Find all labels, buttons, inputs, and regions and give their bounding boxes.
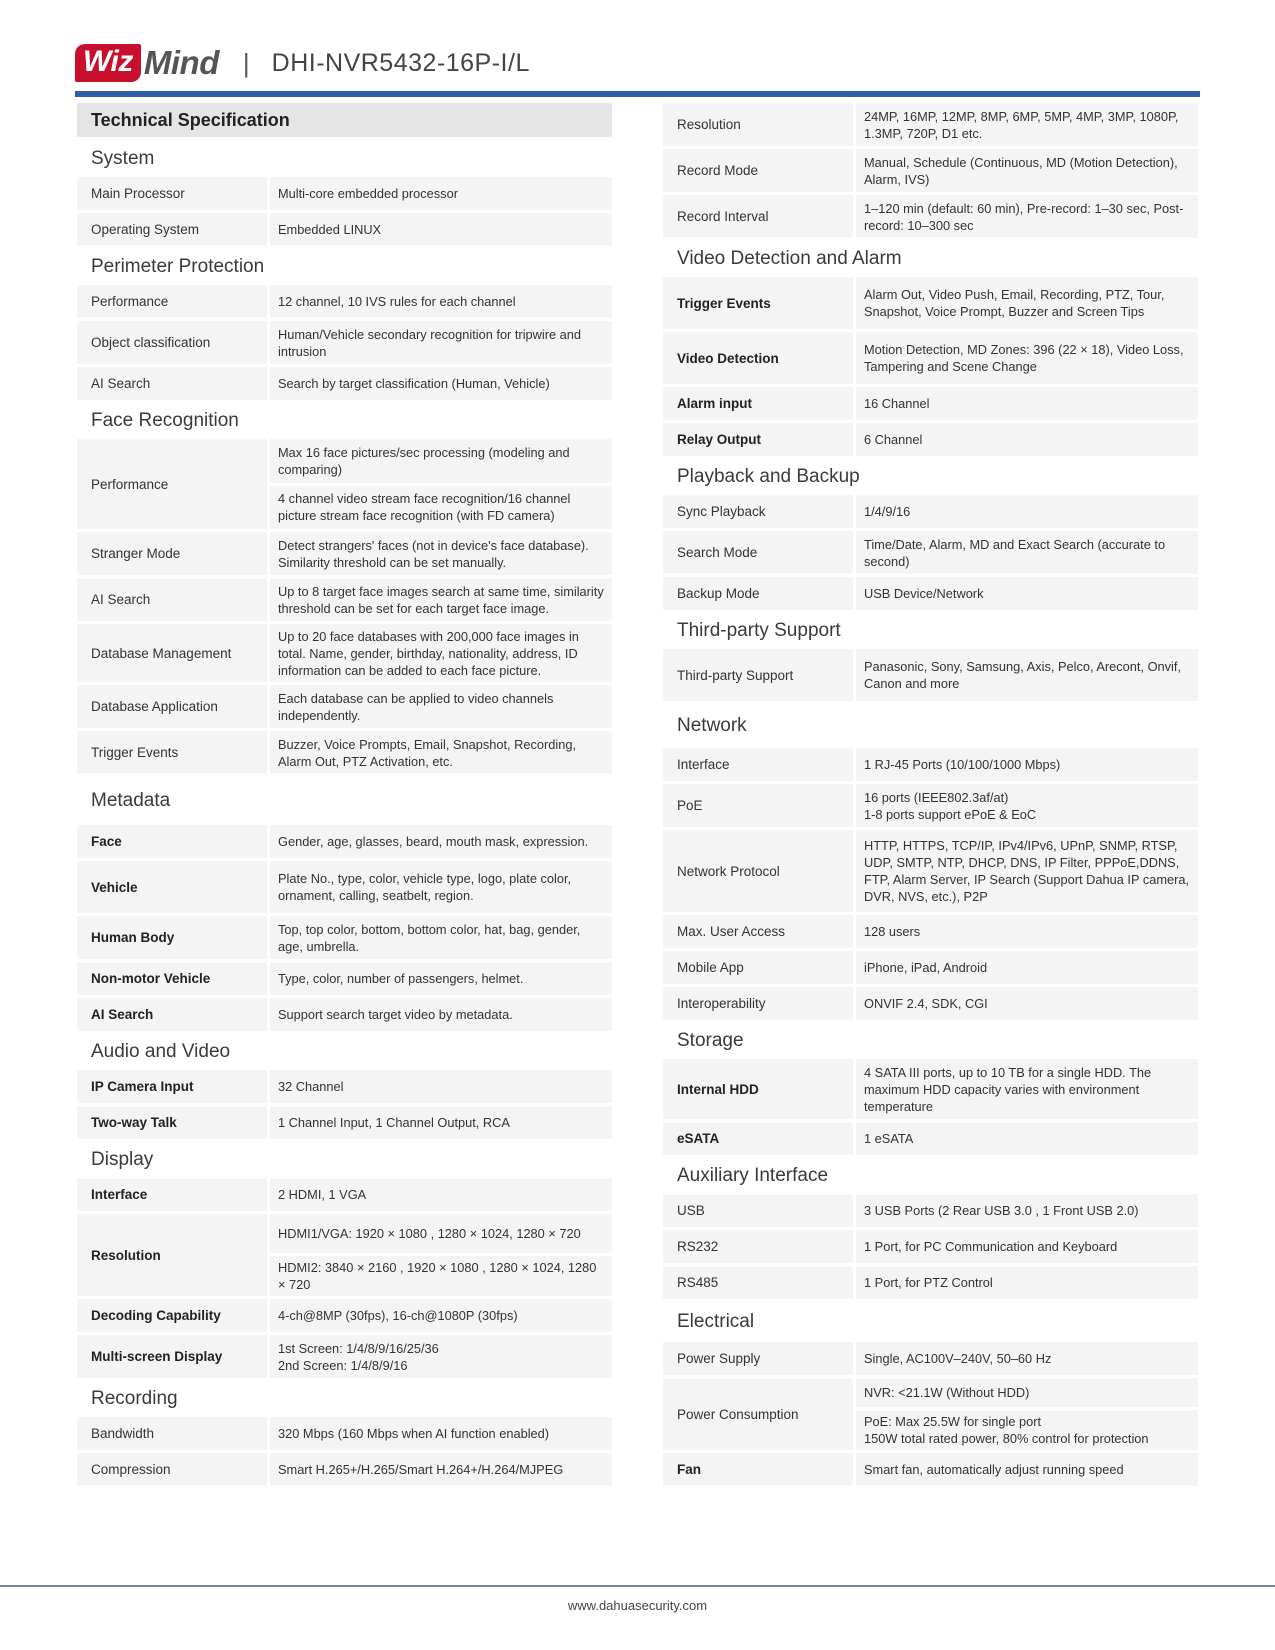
spec-row xyxy=(77,439,612,529)
spec-label: Multi-screen Display xyxy=(77,1335,267,1378)
spec-values xyxy=(856,1059,1198,1119)
section-heading: Video Detection and Alarm xyxy=(677,248,902,269)
spec-label: Performance xyxy=(77,439,267,529)
spec-values xyxy=(270,1214,612,1296)
spec-values xyxy=(856,195,1198,238)
brand-logo xyxy=(75,44,219,82)
spec-label: Human Body xyxy=(77,916,267,959)
section-heading: Face Recognition xyxy=(91,410,239,431)
spec-row xyxy=(77,285,612,318)
spec-label: Video Detection xyxy=(663,332,853,384)
spec-value: Each database can be applied to video channels independently. xyxy=(270,685,612,728)
spec-label: Power Consumption xyxy=(663,1378,853,1450)
spec-value: 4 channel video stream face recognition/16 channel picture stream face recognition (with FD camera) xyxy=(270,486,612,530)
spec-label: RS485 xyxy=(663,1266,853,1299)
spec-label: Max. User Access xyxy=(663,915,853,948)
spec-row xyxy=(663,1342,1198,1375)
spec-value: 1/4/9/16 xyxy=(856,495,1198,528)
spec-label: USB xyxy=(663,1194,853,1227)
spec-label: Compression xyxy=(77,1453,267,1486)
spec-value: Panasonic, Sony, Samsung, Axis, Pelco, Arecont, Onvif, Canon and more xyxy=(856,649,1198,701)
spec-value: Up to 8 target face images search at same time, similarity threshold can be set for each target face image. xyxy=(270,578,612,621)
spec-label: Object classification xyxy=(77,321,267,364)
spec-value: 1 Port, for PC Communication and Keyboard xyxy=(856,1230,1198,1263)
spec-label: Record Mode xyxy=(663,149,853,192)
spec-label: RS232 xyxy=(663,1230,853,1263)
spec-row xyxy=(663,915,1198,948)
spec-row xyxy=(77,177,612,210)
spec-values xyxy=(856,1266,1198,1299)
spec-row xyxy=(77,578,612,621)
brand-logo-wiz: Wiz xyxy=(75,44,141,82)
spec-values xyxy=(270,998,612,1031)
spec-row xyxy=(77,1070,612,1103)
spec-row xyxy=(663,987,1198,1020)
spec-values xyxy=(856,387,1198,420)
spec-label: AI Search xyxy=(77,578,267,621)
spec-value: 320 Mbps (160 Mbps when AI function enabled) xyxy=(270,1417,612,1450)
footer-rule xyxy=(0,1585,1275,1587)
header-rule xyxy=(75,91,1200,97)
spec-label: AI Search xyxy=(77,367,267,400)
spec-label: Operating System xyxy=(77,213,267,246)
spec-values xyxy=(270,962,612,995)
spec-row xyxy=(77,1335,612,1378)
spec-label: Non-motor Vehicle xyxy=(77,962,267,995)
spec-values xyxy=(270,367,612,400)
spec-value: iPhone, iPad, Android xyxy=(856,951,1198,984)
spec-value: Gender, age, glasses, beard, mouth mask, expression. xyxy=(270,825,612,858)
spec-values xyxy=(856,987,1198,1020)
spec-value: Support search target video by metadata. xyxy=(270,998,612,1031)
spec-label: Interoperability xyxy=(663,987,853,1020)
spec-row xyxy=(77,1214,612,1296)
page-header xyxy=(75,38,530,88)
spec-value: Smart fan, automatically adjust running speed xyxy=(856,1453,1198,1486)
spec-row xyxy=(663,195,1198,238)
section-heading: Metadata xyxy=(91,790,171,811)
spec-row xyxy=(77,1106,612,1139)
spec-row xyxy=(77,367,612,400)
section-heading: Auxiliary Interface xyxy=(677,1165,829,1186)
spec-label: Two-way Talk xyxy=(77,1106,267,1139)
section-heading: System xyxy=(91,148,155,169)
spec-label: Network Protocol xyxy=(663,830,853,912)
spec-row xyxy=(77,1453,612,1486)
spec-label: Sync Playback xyxy=(663,495,853,528)
section-heading: Perimeter Protection xyxy=(91,256,265,277)
spec-values xyxy=(856,577,1198,610)
spec-values xyxy=(270,1453,612,1486)
spec-values xyxy=(270,321,612,364)
spec-values xyxy=(270,1178,612,1211)
spec-value: Up to 20 face databases with 200,000 face images in total. Name, gender, birthday, nationality, address, ID information can be added to each face picture. xyxy=(270,624,612,682)
spec-row xyxy=(663,1378,1198,1450)
spec-row xyxy=(663,577,1198,610)
spec-values xyxy=(856,1453,1198,1486)
spec-values xyxy=(270,1070,612,1103)
spec-row xyxy=(663,830,1198,912)
spec-values xyxy=(856,1342,1198,1375)
spec-value: 1 Port, for PTZ Control xyxy=(856,1266,1198,1299)
spec-row xyxy=(77,962,612,995)
spec-row xyxy=(77,624,612,682)
spec-values xyxy=(270,825,612,858)
section-heading: Audio and Video xyxy=(91,1041,231,1062)
spec-label: Backup Mode xyxy=(663,577,853,610)
spec-value: Time/Date, Alarm, MD and Exact Search (accurate to second) xyxy=(856,531,1198,574)
spec-values xyxy=(270,861,612,913)
spec-value: Multi-core embedded processor xyxy=(270,177,612,210)
spec-value: Human/Vehicle secondary recognition for tripwire and intrusion xyxy=(270,321,612,364)
spec-row xyxy=(663,332,1198,384)
spec-label: Mobile App xyxy=(663,951,853,984)
spec-value: HDMI2: 3840 × 2160 , 1920 × 1080 , 1280 × 1024, 1280 × 720 xyxy=(270,1256,612,1296)
spec-row xyxy=(77,998,612,1031)
spec-value: 32 Channel xyxy=(270,1070,612,1103)
spec-row xyxy=(77,685,612,728)
spec-value: USB Device/Network xyxy=(856,577,1198,610)
spec-label: Interface xyxy=(77,1178,267,1211)
spec-values xyxy=(856,332,1198,384)
spec-row xyxy=(77,213,612,246)
spec-label: Performance xyxy=(77,285,267,318)
spec-column-right xyxy=(663,103,1198,1489)
spec-values xyxy=(270,578,612,621)
spec-row xyxy=(663,649,1198,701)
spec-values xyxy=(856,423,1198,456)
spec-values xyxy=(270,439,612,529)
spec-label: Alarm input xyxy=(663,387,853,420)
spec-label: Trigger Events xyxy=(663,277,853,329)
spec-title: Technical Specification xyxy=(77,103,612,137)
spec-values xyxy=(856,1378,1198,1450)
spec-row xyxy=(663,1453,1198,1486)
spec-row xyxy=(663,784,1198,827)
spec-value: Alarm Out, Video Push, Email, Recording, PTZ, Tour, Snapshot, Voice Prompt, Buzzer and Screen Tips xyxy=(856,277,1198,329)
spec-value: 4 SATA III ports, up to 10 TB for a single HDD. The maximum HDD capacity varies with environment temperature xyxy=(856,1059,1198,1119)
spec-values xyxy=(270,1299,612,1332)
spec-row xyxy=(77,532,612,575)
spec-label: Power Supply xyxy=(663,1342,853,1375)
spec-row xyxy=(663,1122,1198,1155)
spec-values xyxy=(270,1335,612,1378)
spec-label: Face xyxy=(77,825,267,858)
spec-label: Resolution xyxy=(663,103,853,146)
spec-values xyxy=(856,495,1198,528)
spec-row xyxy=(77,916,612,959)
spec-values xyxy=(856,531,1198,574)
spec-value: 1 eSATA xyxy=(856,1122,1198,1155)
spec-values xyxy=(856,103,1198,146)
spec-label: Main Processor xyxy=(77,177,267,210)
spec-value: HTTP, HTTPS, TCP/IP, IPv4/IPv6, UPnP, SNMP, RTSP, UDP, SMTP, NTP, DHCP, DNS, IP Filter, PPPoE,DDNS, FTP, Alarm Server, IP Search (Support Dahua IP camera, DVR, NVS, etc.), P2P xyxy=(856,830,1198,912)
spec-values xyxy=(270,731,612,774)
spec-value: Max 16 face pictures/sec processing (modeling and comparing) xyxy=(270,439,612,483)
spec-values xyxy=(856,1230,1198,1263)
footer-url: www.dahuasecurity.com xyxy=(567,1598,708,1613)
spec-row xyxy=(663,951,1198,984)
spec-label: Stranger Mode xyxy=(77,532,267,575)
spec-values xyxy=(856,649,1198,701)
spec-label: AI Search xyxy=(77,998,267,1031)
spec-value: 16 Channel xyxy=(856,387,1198,420)
spec-values xyxy=(856,1194,1198,1227)
spec-label: Interface xyxy=(663,748,853,781)
spec-value: NVR: <21.1W (Without HDD) xyxy=(856,1378,1198,1407)
spec-row xyxy=(77,861,612,913)
spec-row xyxy=(663,1266,1198,1299)
spec-value: 4-ch@8MP (30fps), 16-ch@1080P (30fps) xyxy=(270,1299,612,1332)
model-number: DHI-NVR5432-16P-I/L xyxy=(271,48,530,77)
spec-value: Type, color, number of passengers, helmet. xyxy=(270,962,612,995)
spec-row xyxy=(663,149,1198,192)
spec-value: 6 Channel xyxy=(856,423,1198,456)
section-heading: Storage xyxy=(677,1030,744,1051)
spec-value: Single, AC100V–240V, 50–60 Hz xyxy=(856,1342,1198,1375)
section-heading: Recording xyxy=(91,1388,178,1409)
spec-value: 1 RJ-45 Ports (10/100/1000 Mbps) xyxy=(856,748,1198,781)
spec-value: 128 users xyxy=(856,915,1198,948)
spec-label: Relay Output xyxy=(663,423,853,456)
brand-logo-mind: Mind xyxy=(143,44,219,81)
spec-row xyxy=(77,1417,612,1450)
spec-row xyxy=(77,825,612,858)
spec-list-left xyxy=(77,141,612,1486)
spec-values xyxy=(270,1106,612,1139)
spec-row xyxy=(663,423,1198,456)
spec-values xyxy=(270,285,612,318)
spec-value: PoE: Max 25.5W for single port 150W total rated power, 80% control for protection xyxy=(856,1410,1198,1450)
spec-values xyxy=(856,784,1198,827)
spec-row xyxy=(663,495,1198,528)
spec-row xyxy=(663,748,1198,781)
spec-value: 1–120 min (default: 60 min), Pre-record: 1–30 sec, Post-record: 10–300 sec xyxy=(856,195,1198,238)
spec-value: 2 HDMI, 1 VGA xyxy=(270,1178,612,1211)
spec-values xyxy=(856,1122,1198,1155)
spec-value: HDMI1/VGA: 1920 × 1080 , 1280 × 1024, 1280 × 720 xyxy=(270,1214,612,1253)
spec-label: PoE xyxy=(663,784,853,827)
spec-value: 24MP, 16MP, 12MP, 8MP, 6MP, 5MP, 4MP, 3MP, 1080P, 1.3MP, 720P, D1 etc. xyxy=(856,103,1198,146)
spec-values xyxy=(270,213,612,246)
spec-row xyxy=(663,531,1198,574)
spec-value: Motion Detection, MD Zones: 396 (22 × 18), Video Loss, Tampering and Scene Change xyxy=(856,332,1198,384)
spec-label: eSATA xyxy=(663,1122,853,1155)
spec-row xyxy=(77,1178,612,1211)
spec-label: Search Mode xyxy=(663,531,853,574)
spec-label: Resolution xyxy=(77,1214,267,1296)
spec-values xyxy=(856,951,1198,984)
spec-row xyxy=(663,103,1198,146)
spec-values xyxy=(270,916,612,959)
spec-value: Embedded LINUX xyxy=(270,213,612,246)
spec-row xyxy=(77,731,612,774)
spec-values xyxy=(856,748,1198,781)
spec-value: Buzzer, Voice Prompts, Email, Snapshot, Recording, Alarm Out, PTZ Activation, etc. xyxy=(270,731,612,774)
section-heading: Display xyxy=(91,1149,154,1170)
spec-row xyxy=(77,321,612,364)
spec-values xyxy=(270,532,612,575)
spec-label: Trigger Events xyxy=(77,731,267,774)
spec-label: Record Interval xyxy=(663,195,853,238)
spec-values xyxy=(856,277,1198,329)
spec-values xyxy=(856,915,1198,948)
section-heading: Network xyxy=(677,715,747,736)
spec-values xyxy=(270,685,612,728)
spec-label: Decoding Capability xyxy=(77,1299,267,1332)
spec-row xyxy=(663,387,1198,420)
spec-row xyxy=(663,1059,1198,1119)
spec-label: Database Application xyxy=(77,685,267,728)
spec-value: 1 Channel Input, 1 Channel Output, RCA xyxy=(270,1106,612,1139)
spec-label: Third-party Support xyxy=(663,649,853,701)
spec-row xyxy=(663,277,1198,329)
spec-value: Manual, Schedule (Continuous, MD (Motion Detection), Alarm, IVS) xyxy=(856,149,1198,192)
spec-label: Fan xyxy=(663,1453,853,1486)
spec-row xyxy=(663,1230,1198,1263)
spec-value: Detect strangers' faces (not in device's face database). Similarity threshold can be set manually. xyxy=(270,532,612,575)
spec-value: Top, top color, bottom, bottom color, hat, bag, gender, age, umbrella. xyxy=(270,916,612,959)
spec-values xyxy=(856,830,1198,912)
spec-value: ONVIF 2.4, SDK, CGI xyxy=(856,987,1198,1020)
spec-value: Smart H.265+/H.265/Smart H.264+/H.264/MJPEG xyxy=(270,1453,612,1486)
spec-label: Vehicle xyxy=(77,861,267,913)
spec-value: Plate No., type, color, vehicle type, logo, plate color, ornament, calling, seatbelt, region. xyxy=(270,861,612,913)
spec-label: Bandwidth xyxy=(77,1417,267,1450)
spec-value: 3 USB Ports (2 Rear USB 3.0 , 1 Front USB 2.0) xyxy=(856,1194,1198,1227)
spec-column-left xyxy=(77,103,612,1489)
spec-value: 16 ports (IEEE802.3af/at) 1-8 ports support ePoE & EoC xyxy=(856,784,1198,827)
spec-values xyxy=(856,149,1198,192)
spec-value: 1st Screen: 1/4/8/9/16/25/36 2nd Screen: 1/4/8/9/16 xyxy=(270,1335,612,1378)
section-heading: Playback and Backup xyxy=(677,466,860,487)
spec-values xyxy=(270,624,612,682)
spec-values xyxy=(270,1417,612,1450)
header-separator: | xyxy=(242,47,250,78)
spec-values xyxy=(270,177,612,210)
section-heading: Electrical xyxy=(677,1311,755,1332)
spec-label: Internal HDD xyxy=(663,1059,853,1119)
spec-label: IP Camera Input xyxy=(77,1070,267,1103)
spec-value: 12 channel, 10 IVS rules for each channel xyxy=(270,285,612,318)
spec-label: Database Management xyxy=(77,624,267,682)
section-heading: Third-party Support xyxy=(677,620,841,641)
spec-row xyxy=(77,1299,612,1332)
spec-row xyxy=(663,1194,1198,1227)
spec-list-right xyxy=(663,103,1198,1486)
spec-value: Search by target classification (Human, Vehicle) xyxy=(270,367,612,400)
